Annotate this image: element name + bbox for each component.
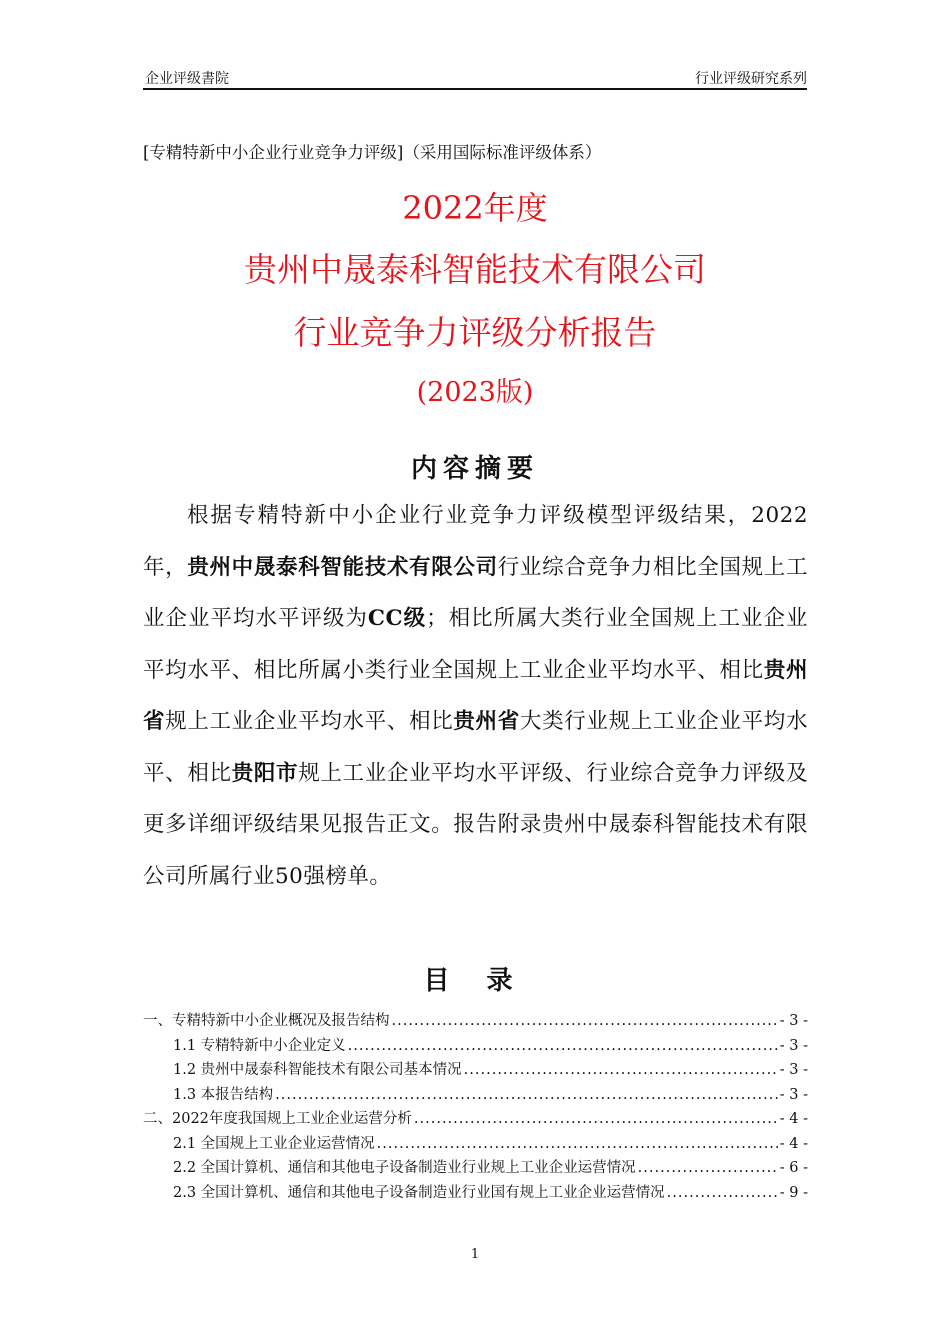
toc-entry[interactable] xyxy=(143,1107,808,1132)
city-bold: 贵阳市 xyxy=(231,760,299,786)
table-of-contents xyxy=(143,1009,808,1205)
toc-entry-page: - 3 - xyxy=(779,1062,808,1078)
toc-entry-page: - 6 - xyxy=(779,1160,808,1176)
page-number: 1 xyxy=(470,1247,480,1262)
toc-entry-label: 一、专精特新中小企业概况及报告结构 xyxy=(143,1013,390,1029)
toc-entry-page: - 3 - xyxy=(779,1086,808,1103)
summary-text: ；相比所属大类行业全国规上工业企业平均水平、相比所属小类行业全国规上工业企业平均水平、相比 xyxy=(143,606,808,683)
toc-entry-label: 2.3 全国计算机、通信和其他电子设备制造业行业国有规上工业企业运营情况 xyxy=(173,1184,665,1201)
summary-text: 规上工业企业平均水平评级、行业综合竞争力评级及更多详细评级结果见报告正文。报告附录贵州中晟泰科智能技术有限公司所属行业50强榜单。 xyxy=(143,760,808,889)
toc-entry[interactable] xyxy=(143,1083,808,1108)
toc-entry-label: 2.2 全国计算机、通信和其他电子设备制造业行业规上工业企业运营情况 xyxy=(173,1160,636,1176)
toc-entry[interactable] xyxy=(143,1132,808,1157)
report-category-tag: [专精特新中小企业行业竞争力评级]（采用国际标准评级体系） xyxy=(143,143,602,162)
header-publisher: 企业评级書院 xyxy=(145,71,229,87)
province-bold: 贵州省 xyxy=(453,709,520,734)
toc-leader-dots xyxy=(414,1111,778,1127)
province-bold: 贵州省 xyxy=(143,657,808,734)
summary-paragraph xyxy=(143,490,808,902)
toc-entry-page: - 3 - xyxy=(779,1013,808,1029)
toc-leader-dots xyxy=(464,1062,778,1078)
toc-entry-page: - 3 - xyxy=(779,1037,808,1054)
summary-text: 规上工业企业平均水平、相比 xyxy=(165,709,454,734)
toc-entry-page: - 4 - xyxy=(779,1111,808,1127)
title-report-name: 行业竞争力评级分析报告 xyxy=(293,313,657,352)
title-edition: (2023版) xyxy=(416,377,534,408)
company-name-bold: 贵州中晟泰科智能技术有限公司 xyxy=(187,554,498,580)
summary-text: 大类行业规上工业企业平均水平、相比 xyxy=(143,709,808,786)
toc-leader-dots xyxy=(275,1087,778,1103)
page-header xyxy=(143,66,807,90)
toc-entry[interactable] xyxy=(143,1156,808,1181)
title-year: 2022年度 xyxy=(402,189,548,227)
toc-entry[interactable] xyxy=(143,1034,808,1059)
toc-entry-label: 1.3 本报告结构 xyxy=(173,1086,274,1103)
rating-grade: CC级 xyxy=(367,606,427,631)
toc-leader-dots xyxy=(392,1013,778,1029)
toc-entry-label: 1.1 专精特新中小企业定义 xyxy=(173,1037,346,1054)
toc-entry[interactable] xyxy=(143,1058,808,1083)
summary-text: 行业综合竞争力相比全国规上工业企业平均水平评级为 xyxy=(143,554,808,631)
header-series: 行业评级研究系列 xyxy=(695,71,807,87)
summary-heading: 内容摘要 xyxy=(410,454,539,484)
toc-entry[interactable] xyxy=(143,1181,808,1206)
toc-heading: 目 录 xyxy=(423,966,527,996)
toc-leader-dots xyxy=(667,1185,778,1201)
toc-leader-dots xyxy=(348,1038,778,1054)
toc-entry-label: 1.2 贵州中晟泰科智能技术有限公司基本情况 xyxy=(173,1062,462,1078)
toc-entry-page: - 9 - xyxy=(779,1184,808,1201)
toc-leader-dots xyxy=(377,1136,778,1152)
title-company: 贵州中晟泰科智能技术有限公司 xyxy=(244,250,706,289)
toc-entry-label: 二、2022年度我国规上工业企业运营分析 xyxy=(143,1111,412,1127)
summary-text: 根据专精特新中小企业行业竞争力评级模型评级结果，2022年， xyxy=(143,503,808,580)
toc-entry-label: 2.1 全国规上工业企业运营情况 xyxy=(173,1135,375,1152)
toc-leader-dots xyxy=(638,1160,778,1176)
toc-entry[interactable] xyxy=(143,1009,808,1034)
toc-entry-page: - 4 - xyxy=(779,1135,808,1152)
